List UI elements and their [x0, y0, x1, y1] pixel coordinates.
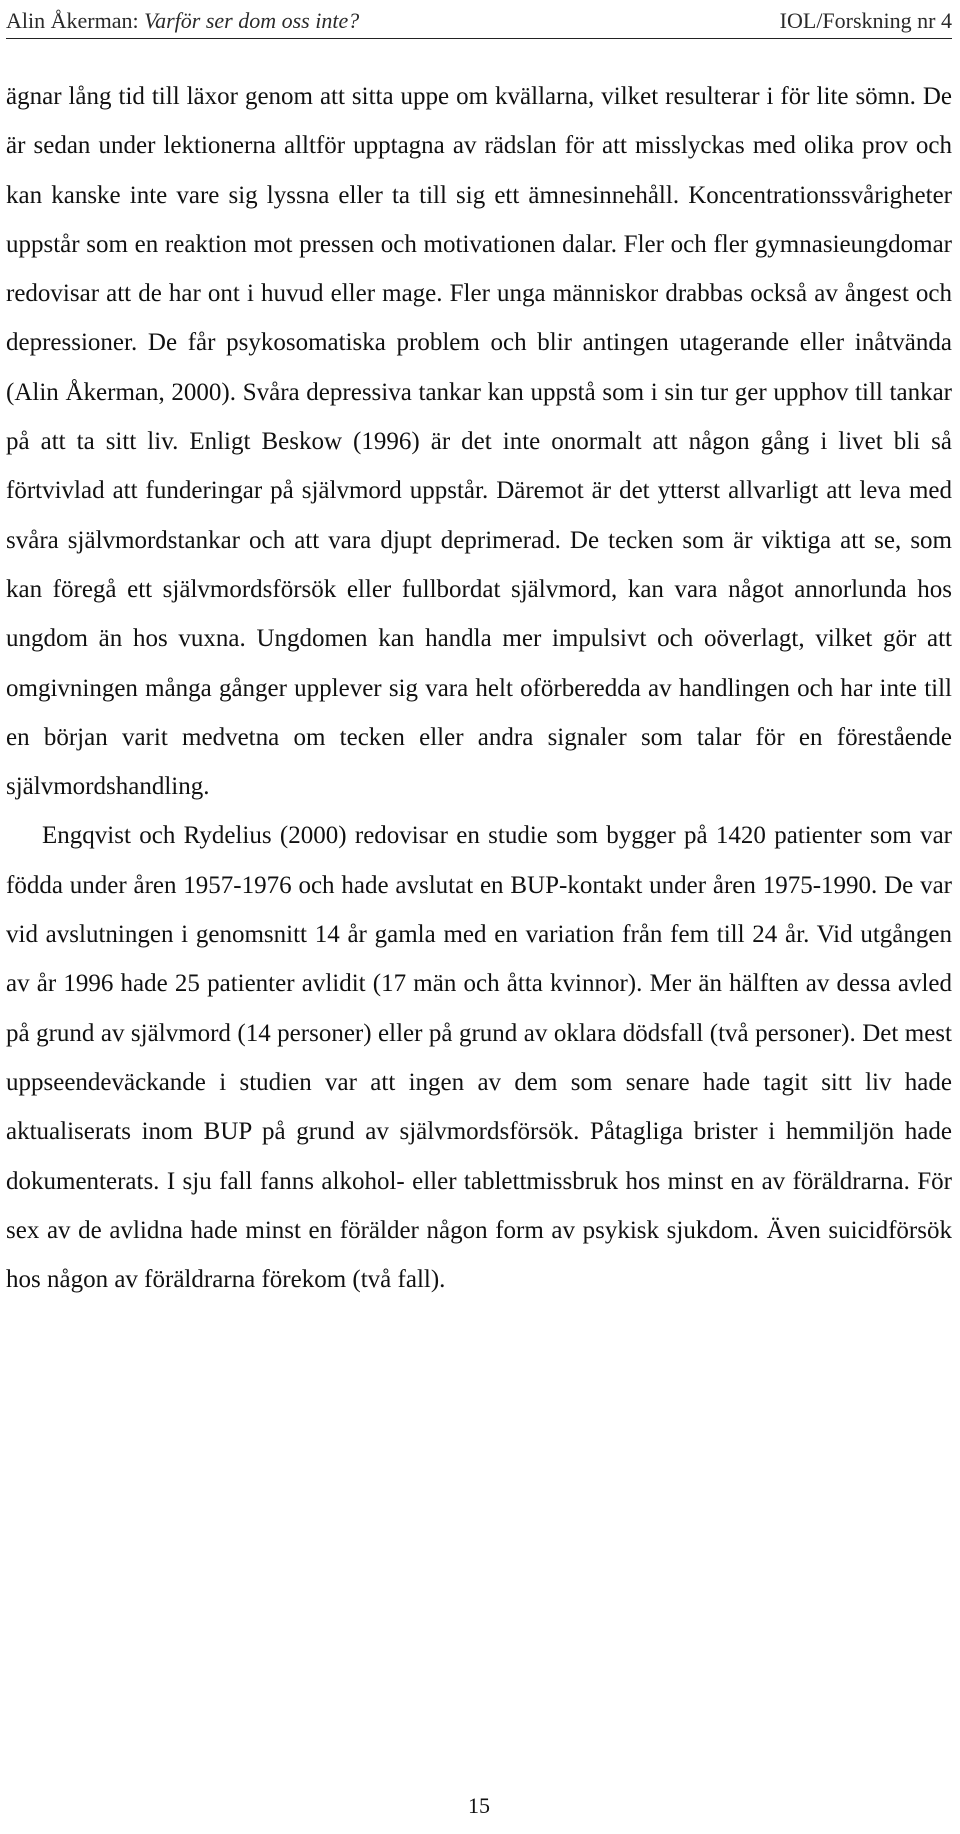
- paragraph-engqvist-rydelius: Engqvist och Rydelius (2000) redovisar en studie som bygger på 1420 patienter som var födda under åren 1957-1976 och hade avslutat en BUP-kontakt under åren 1975-1990. De var vid avslutningen i genomsnitt 14 år gamla med en variation från fem till 24 år. Vid utgången av år 1996 hade 25 patienter avlidit (17 män och åtta kvinnor). Mer än hälften av dessa avled på grund av självmord (14 personer) eller på grund av oklara dödsfall (två personer). Det mest uppseendeväckande i studien var att ingen av dem som senare hade tagit sitt liv hade aktualiserats inom BUP på grund av självmordsförsök. Påtagliga brister i hemmiljön hade dokumenterats. I sju fall fanns alkohol- eller tablettmissbruk hos minst en av föräldrarna. För sex av de avlidna hade minst en förälder någon form av psykisk sjukdom. Även suicidförsök hos någon av föräldrarna förekom (två fall).: [6, 822, 952, 1294]
- body-text: [6, 72, 952, 1304]
- header-author: Alin Åkerman:: [6, 8, 145, 33]
- header-work-title: Varför ser dom oss inte?: [144, 8, 360, 33]
- paragraph-continuation: ägnar lång tid till läxor genom att sitta uppe om kvällarna, vilket resulterar i för lite sömn. De är sedan under lektionerna alltför upptagna av rädslan för att misslyckas med olika prov och kan kanske inte vare sig lyssna eller ta till sig ett ämnesinnehåll. Koncentrationssvårigheter uppstår som en reaktion mot pressen och motivationen dalar. Fler och fler gymnasieungdomar redovisar att de har ont i huvud eller mage. Fler unga människor drabbas också av ångest och depressioner. De får psykosomatiska problem och blir antingen utagerande eller inåtvända (Alin Åkerman, 2000). Svåra depressiva tankar kan uppstå som i sin tur ger upphov till tankar på att ta sitt liv. Enligt Beskow (1996) är det inte onormalt att någon gång i livet bli så förtvivlad att funderingar på självmord uppstår. Däremot är det ytterst allvarligt att leva med svåra självmordstankar och att vara djupt deprimerad. De tecken som är viktiga att se, som kan föregå ett självmordsförsök eller fullbordat självmord, kan vara något annorlunda hos ungdom än hos vuxna. Ungdomen kan handla mer impulsivt och oöverlagt, vilket gör att omgivningen många gånger upplever sig vara helt oförberedda av handlingen och har inte till en början varit medvetna om tecken eller andra signaler som talar för en förestående självmordshandling.: [6, 83, 952, 801]
- header-series: IOL/Forskning nr 4: [779, 8, 952, 33]
- page-number: 15: [468, 1793, 490, 1818]
- document-page: [6, 0, 952, 1834]
- header-left: [6, 8, 359, 33]
- running-header: [6, 4, 952, 39]
